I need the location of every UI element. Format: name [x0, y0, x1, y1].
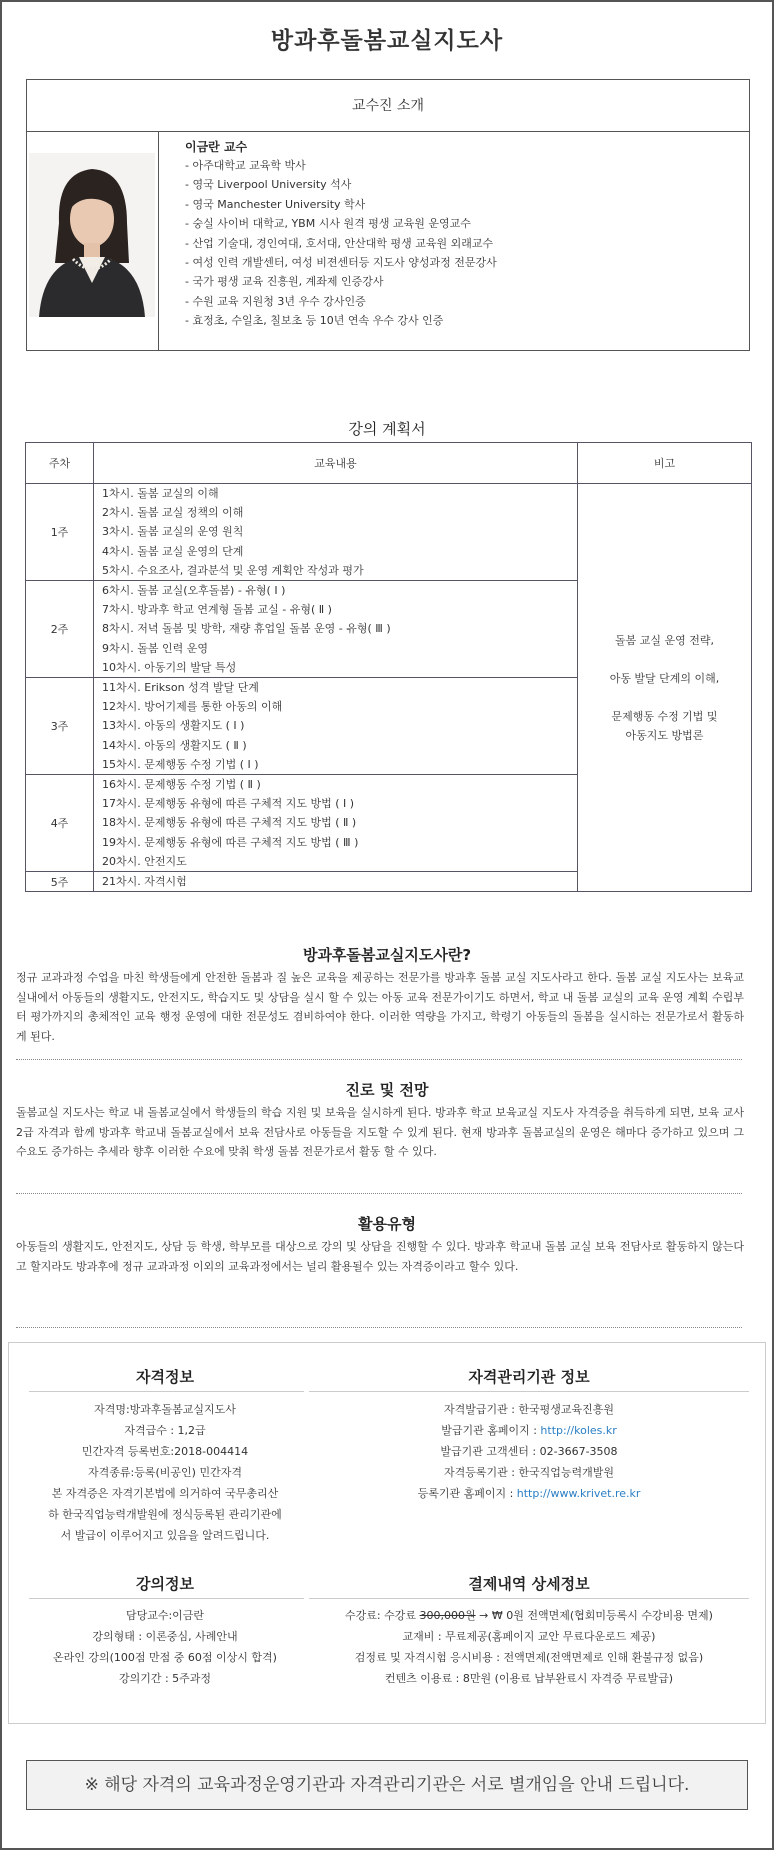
agency-lines — [309, 1399, 749, 1504]
section-title-what: 방과후돌봄교실지도사란? — [302, 946, 472, 964]
week-cell: 4주 — [26, 775, 94, 872]
course-lines — [15, 1605, 315, 1689]
qualification-title: 자격정보 — [136, 1368, 194, 1386]
info-box — [8, 1342, 766, 1724]
divider — [16, 1193, 742, 1194]
agency-homepage — [309, 1420, 749, 1441]
professor-name: 이금란 교수 — [185, 140, 248, 154]
bio-item: - 산업 기술대, 경인여대, 호서대, 안산대학 평생 교육원 외래교수 — [185, 236, 494, 250]
payment-lines — [309, 1605, 749, 1689]
reg-homepage-label: 등록기관 홈페이지 : — [417, 1487, 517, 1500]
payment-line: 교재비 : 무료제공(홈페이지 교안 무료다운로드 제공) — [402, 1630, 656, 1643]
divider — [29, 1598, 304, 1599]
session-item: 10차시. 아동기의 발달 특성 — [102, 660, 237, 674]
session-item: 6차시. 돌봄 교실(오후돌봄) - 유형( Ⅰ ) — [102, 584, 286, 598]
session-item: 4차시. 돌봄 교실 운영의 단계 — [102, 544, 244, 558]
payment-fee — [309, 1605, 749, 1626]
content-cell — [94, 484, 578, 581]
bio-item: - 여성 인력 개발센터, 여성 비젼센터등 지도사 양성과정 전문강사 — [185, 256, 497, 270]
course-line: 온라인 강의(100점 만점 중 60점 이상시 합격) — [53, 1651, 277, 1664]
session-item: 5차시. 수요조사, 결과분석 및 운영 계획안 작성과 평가 — [102, 563, 364, 577]
session-item: 16차시. 문제행동 수정 기법 ( Ⅱ ) — [102, 778, 261, 792]
fee-original: 300,000원 — [419, 1609, 476, 1622]
section-title-usage: 활용유형 — [358, 1215, 416, 1233]
agency-issuer: 자격발급기관 : 한국평생교육진흥원 — [443, 1403, 615, 1416]
session-item: 1차시. 돌봄 교실의 이해 — [102, 487, 219, 500]
divider — [16, 1327, 742, 1328]
divider — [309, 1598, 749, 1599]
fee-suffix: → ₩ 0원 전액면제(협회미등록시 수강비용 면제) — [475, 1609, 713, 1622]
payment-line: 검정료 및 자격시험 응시비용 : 전액면제(전액면제로 인해 환불규정 없음) — [354, 1651, 704, 1664]
bio-item: - 아주대학교 교육학 박사 — [185, 159, 306, 172]
note-cell — [578, 484, 752, 892]
course-line: 강의형태 : 이론중심, 사례안내 — [92, 1630, 238, 1643]
homepage-label: 발급기관 홈페이지 : — [441, 1424, 541, 1437]
professor-info — [185, 138, 497, 331]
week-cell: 2주 — [26, 581, 94, 678]
session-item: 17차시. 문제행동 유형에 따른 구체적 지도 방법 ( Ⅰ ) — [102, 797, 355, 811]
plan-header-note: 비고 — [578, 443, 752, 484]
session-item: 20차시. 안전지도 — [102, 854, 187, 868]
page-title: 방과후돌봄교실지도사 — [270, 28, 504, 54]
content-cell — [94, 872, 578, 892]
issuer-homepage-link[interactable]: http://koles.kr — [540, 1424, 617, 1437]
session-item: 9차시. 돌봄 인력 운영 — [102, 641, 208, 655]
session-item: 13차시. 아동의 생활지도 ( Ⅰ ) — [102, 719, 245, 733]
course-title: 강의정보 — [136, 1575, 194, 1593]
divider — [16, 1059, 742, 1060]
week-cell: 5주 — [26, 872, 94, 892]
professor-box — [26, 79, 750, 351]
session-item: 21차시. 자격시험 — [102, 875, 187, 889]
registrar-homepage-link[interactable]: http://www.krivet.re.kr — [516, 1487, 641, 1500]
plan-table — [25, 442, 752, 892]
bio-item: - 영국 Manchester University 학사 — [185, 197, 366, 211]
qualification-line: 민간자격 등록번호:2018-004414 — [81, 1445, 249, 1458]
professor-bio-list — [185, 156, 497, 331]
qualification-lines — [15, 1399, 315, 1546]
professor-header: 교수진 소개 — [27, 80, 749, 132]
course-line: 강의기간 : 5주과정 — [118, 1672, 212, 1685]
professor-photo — [29, 153, 155, 317]
session-item: 14차시. 아동의 생활지도 ( Ⅱ ) — [102, 738, 247, 752]
session-item: 2차시. 돌봄 교실 정책의 이해 — [102, 506, 244, 520]
agency-phone: 발급기관 고객센터 : 02-3667-3508 — [440, 1445, 618, 1458]
plan-title: 강의 계획서 — [348, 420, 426, 438]
session-item: 12차시. 방어기제를 통한 아동의 이해 — [102, 700, 283, 714]
bio-item: - 효정초, 수일초, 칠보초 등 10년 연속 우수 강사 인증 — [185, 314, 444, 328]
session-item: 3차시. 돌봄 교실의 운영 원칙 — [102, 525, 244, 539]
week-cell: 1주 — [26, 484, 94, 581]
divider — [309, 1391, 749, 1392]
bio-item: - 수원 교육 지원청 3년 우수 강사인증 — [185, 294, 366, 308]
qualification-line: 자격명:방과후돌봄교실지도사 — [94, 1403, 236, 1416]
course-line: 담당교수:이금란 — [125, 1609, 205, 1622]
fee-prefix: 수강료: 수강료 — [345, 1609, 420, 1622]
section-text-what: 정규 교과과정 수업을 마친 학생들에게 안전한 돌봄과 질 높은 교육을 제공하는 전문가를 방과후 돌봄 교실 지도사라고 한다. 돌봄 교실 지도사는 보육교실내에서 아동들의 생활지도, 안전지도, 학습지도 및 상담을 실시 할 수 있는 아동 교육 전문가이기도 하면서, 학교 내 돌봄 교실의 교육 운영 계획 수립부터 평가까지의 총체적인 교육 행정 운영에 대한 전문성도 겸비하여야 한다. 이러한 역량을 가지고, 학령기 아동들의 돌봄을 실시하는 전문가로서 활동하게 된다. — [16, 971, 744, 1043]
content-cell — [94, 581, 578, 678]
plan-header-week: 주차 — [26, 443, 94, 484]
section-text-usage: 아동들의 생활지도, 안전지도, 상담 등 학생, 학부모를 대상으로 강의 및 상담을 진행할 수 있다. 방과후 학교내 돌봄 교실 보육 전담사로 활동하지 않는다고 할지라도 방과후에 정규 교과과정 이외의 교육과정에서는 널리 활용될수 있는 자격증이라고 할수 있다. — [16, 1240, 744, 1273]
section-text-career: 돌봄교실 지도사는 학교 내 돌봄교실에서 학생들의 학습 지원 및 보육을 실시하게 된다. 방과후 학교 보육교실 지도사 자격증을 취득하게 되면, 보육 교사 2급 자격과 함께 방과후 학교내 돌봄교실에서 보육 전담사로 아동들을 지도할 수 있게 된다. 현재 방과후 돌봄교실의 운영은 해마다 증가하고 있으며 그 수요도 증가하는 추세라 향후 이러한 수요에 맞춰 학생 돌봄 전문가로서 활동 할 수 있다. — [16, 1106, 744, 1159]
qualification-line: 자격급수 : 1,2급 — [124, 1424, 206, 1437]
plan-header-content: 교육내용 — [94, 443, 578, 484]
agency-reg-homepage — [309, 1483, 749, 1504]
session-item: 11차시. Erikson 성격 발달 단계 — [102, 681, 259, 695]
session-item: 18차시. 문제행동 유형에 따른 구체적 지도 방법 ( Ⅱ ) — [102, 816, 357, 830]
session-item: 8차시. 저녁 돌봄 및 방학, 재량 휴업일 돌봄 운영 - 유형( Ⅲ ) — [102, 622, 391, 636]
table-row — [26, 484, 752, 581]
agency-registrar: 자격등록기관 : 한국직업능력개발원 — [443, 1466, 615, 1479]
note-line: 문제행동 수정 기법 및 — [611, 709, 718, 723]
session-item: 15차시. 문제행동 수정 기법 ( Ⅰ ) — [102, 757, 259, 771]
professor-photo-cell — [27, 132, 159, 351]
note-line: 아동 발달 단계의 이해, — [609, 671, 720, 685]
payment-line: 컨텐츠 이용료 : 8만원 (이용료 납부완료시 자격증 무료발급) — [384, 1672, 674, 1685]
session-item: 7차시. 방과후 학교 연계형 돌봄 교실 - 유형( Ⅱ ) — [102, 603, 332, 617]
bio-item: - 국가 평생 교육 진흥원, 계좌제 인증강사 — [185, 275, 384, 289]
qualification-line: 자격종류:등록(비공인) 민간자격 — [88, 1466, 242, 1479]
qualification-line: 본 자격증은 자격기본법에 의거하여 국무총리산 — [51, 1487, 279, 1500]
payment-title: 결제내역 상세정보 — [468, 1575, 590, 1593]
note-line: 돌봄 교실 운영 전략, — [615, 633, 714, 647]
qualification-line: 서 발급이 이루어지고 있음을 알려드립니다. — [60, 1529, 270, 1542]
agency-title: 자격관리기관 정보 — [468, 1368, 590, 1386]
note-line: 아동지도 방법론 — [625, 728, 704, 742]
divider — [29, 1391, 304, 1392]
content-cell — [94, 678, 578, 775]
section-title-career: 진로 및 전망 — [345, 1081, 429, 1099]
session-item: 19차시. 문제행동 유형에 따른 구체적 지도 방법 ( Ⅲ ) — [102, 835, 359, 849]
bio-item: - 영국 Liverpool University 석사 — [185, 178, 352, 192]
notice-box: ※ 해당 자격의 교육과정운영기관과 자격관리기관은 서로 별개임을 안내 드립니다. — [26, 1760, 748, 1810]
week-cell: 3주 — [26, 678, 94, 775]
bio-item: - 숭실 사이버 대학교, YBM 시사 원격 평생 교육원 운영교수 — [185, 217, 471, 231]
qualification-line: 하 한국직업능력개발원에 정식등록된 관리기관에 — [48, 1508, 282, 1521]
content-cell — [94, 775, 578, 872]
